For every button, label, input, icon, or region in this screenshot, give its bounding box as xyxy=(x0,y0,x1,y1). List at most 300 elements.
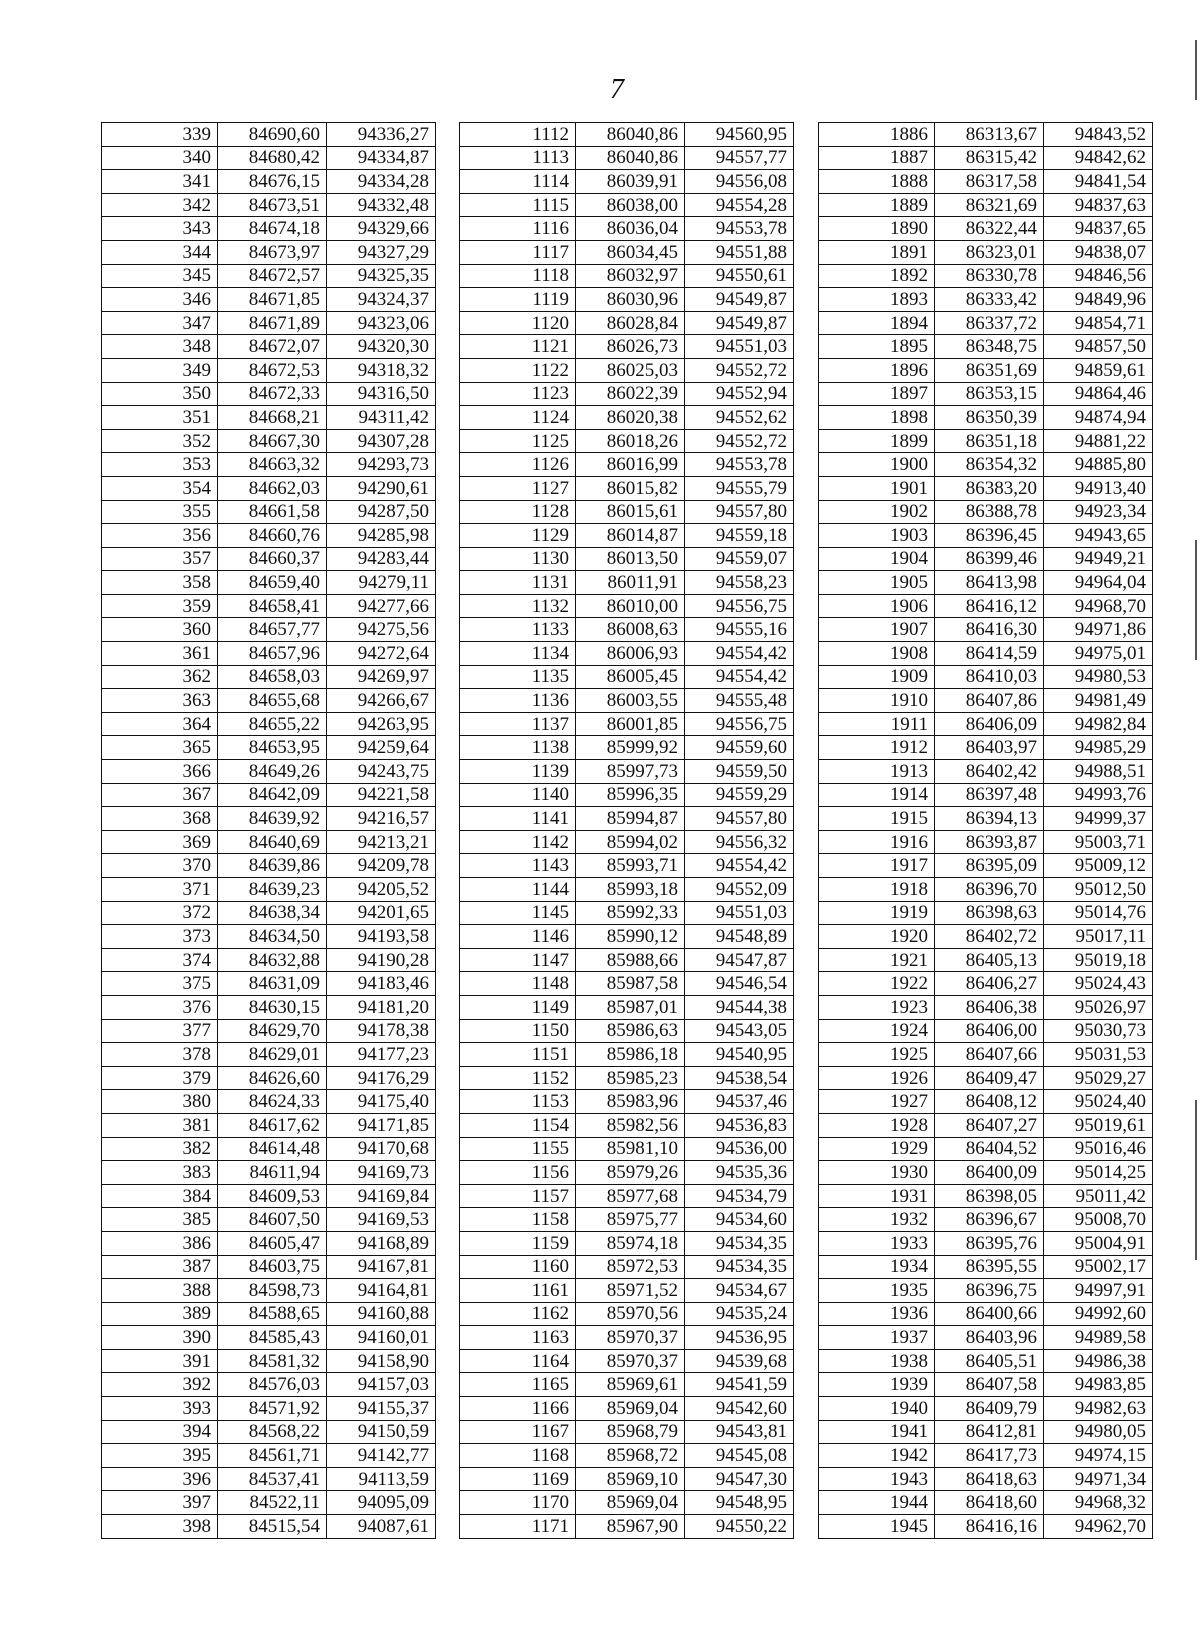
x-coordinate-cell: 84673,97 xyxy=(218,240,327,264)
y-coordinate-cell: 94316,50 xyxy=(327,382,436,406)
x-coordinate-cell: 84639,92 xyxy=(218,807,327,831)
table-row xyxy=(819,476,1153,500)
point-number-cell: 341 xyxy=(102,170,218,194)
point-number-cell: 1120 xyxy=(460,311,576,335)
point-number-cell: 360 xyxy=(102,618,218,642)
table-row xyxy=(102,712,436,736)
x-coordinate-cell: 84585,43 xyxy=(218,1326,327,1350)
y-coordinate-cell: 94324,37 xyxy=(327,288,436,312)
x-coordinate-cell: 86014,87 xyxy=(576,524,685,548)
y-coordinate-cell: 94552,09 xyxy=(685,878,794,902)
table-row xyxy=(460,429,794,453)
table-row xyxy=(819,524,1153,548)
point-number-cell: 1119 xyxy=(460,288,576,312)
y-coordinate-cell: 94216,57 xyxy=(327,807,436,831)
y-coordinate-cell: 94999,37 xyxy=(1044,807,1153,831)
y-coordinate-cell: 94982,63 xyxy=(1044,1397,1153,1421)
point-number-cell: 383 xyxy=(102,1161,218,1185)
point-number-cell: 1132 xyxy=(460,594,576,618)
table-row xyxy=(102,571,436,595)
y-coordinate-cell: 95011,42 xyxy=(1044,1184,1153,1208)
table-row xyxy=(102,1444,436,1468)
table-row xyxy=(819,972,1153,996)
point-number-cell: 344 xyxy=(102,240,218,264)
y-coordinate-cell: 94266,67 xyxy=(327,689,436,713)
y-coordinate-cell: 94554,42 xyxy=(685,665,794,689)
y-coordinate-cell: 94550,22 xyxy=(685,1515,794,1539)
point-number-cell: 1113 xyxy=(460,146,576,170)
x-coordinate-cell: 85999,92 xyxy=(576,736,685,760)
table-row xyxy=(819,240,1153,264)
point-number-cell: 370 xyxy=(102,854,218,878)
x-coordinate-cell: 85967,90 xyxy=(576,1515,685,1539)
point-number-cell: 1167 xyxy=(460,1420,576,1444)
x-coordinate-cell: 86405,51 xyxy=(935,1349,1044,1373)
x-coordinate-cell: 84632,88 xyxy=(218,948,327,972)
point-number-cell: 1143 xyxy=(460,854,576,878)
table-row xyxy=(819,995,1153,1019)
x-coordinate-cell: 86354,32 xyxy=(935,453,1044,477)
table-row xyxy=(460,1279,794,1303)
point-number-cell: 1886 xyxy=(819,123,935,147)
x-coordinate-cell: 84667,30 xyxy=(218,429,327,453)
x-coordinate-cell: 86402,72 xyxy=(935,925,1044,949)
y-coordinate-cell: 94336,27 xyxy=(327,123,436,147)
y-coordinate-cell: 94536,95 xyxy=(685,1326,794,1350)
y-coordinate-cell: 94913,40 xyxy=(1044,476,1153,500)
table-row xyxy=(102,618,436,642)
x-coordinate-cell: 86028,84 xyxy=(576,311,685,335)
point-number-cell: 1928 xyxy=(819,1113,935,1137)
point-number-cell: 379 xyxy=(102,1066,218,1090)
y-coordinate-cell: 94160,88 xyxy=(327,1302,436,1326)
y-coordinate-cell: 94975,01 xyxy=(1044,642,1153,666)
x-coordinate-cell: 84672,57 xyxy=(218,264,327,288)
point-number-cell: 357 xyxy=(102,547,218,571)
point-number-cell: 1898 xyxy=(819,406,935,430)
point-number-cell: 1907 xyxy=(819,618,935,642)
y-coordinate-cell: 94311,42 xyxy=(327,406,436,430)
point-number-cell: 1931 xyxy=(819,1184,935,1208)
point-number-cell: 1924 xyxy=(819,1019,935,1043)
table-row xyxy=(102,830,436,854)
y-coordinate-cell: 94535,24 xyxy=(685,1302,794,1326)
y-coordinate-cell: 94283,44 xyxy=(327,547,436,571)
table-row xyxy=(819,1349,1153,1373)
x-coordinate-cell: 86315,42 xyxy=(935,146,1044,170)
x-coordinate-cell: 86403,97 xyxy=(935,736,1044,760)
table-row xyxy=(819,1279,1153,1303)
table-row xyxy=(819,807,1153,831)
y-coordinate-cell: 94169,73 xyxy=(327,1161,436,1185)
table-row xyxy=(460,1231,794,1255)
point-number-cell: 347 xyxy=(102,311,218,335)
point-number-cell: 1925 xyxy=(819,1043,935,1067)
x-coordinate-cell: 86008,63 xyxy=(576,618,685,642)
y-coordinate-cell: 94557,80 xyxy=(685,500,794,524)
point-number-cell: 387 xyxy=(102,1255,218,1279)
x-coordinate-cell: 86016,99 xyxy=(576,453,685,477)
point-number-cell: 395 xyxy=(102,1444,218,1468)
table-row xyxy=(460,571,794,595)
y-coordinate-cell: 94555,79 xyxy=(685,476,794,500)
y-coordinate-cell: 94556,75 xyxy=(685,712,794,736)
table-row xyxy=(102,665,436,689)
point-number-cell: 1147 xyxy=(460,948,576,972)
point-number-cell: 1161 xyxy=(460,1279,576,1303)
x-coordinate-cell: 86416,16 xyxy=(935,1515,1044,1539)
x-coordinate-cell: 85975,77 xyxy=(576,1208,685,1232)
x-coordinate-cell: 86022,39 xyxy=(576,382,685,406)
table-row xyxy=(819,665,1153,689)
y-coordinate-cell: 95030,73 xyxy=(1044,1019,1153,1043)
x-coordinate-cell: 85983,96 xyxy=(576,1090,685,1114)
x-coordinate-cell: 86416,12 xyxy=(935,594,1044,618)
point-number-cell: 1887 xyxy=(819,146,935,170)
x-coordinate-cell: 84657,96 xyxy=(218,642,327,666)
point-number-cell: 1901 xyxy=(819,476,935,500)
x-coordinate-cell: 85969,04 xyxy=(576,1397,685,1421)
point-number-cell: 1939 xyxy=(819,1373,935,1397)
y-coordinate-cell: 95024,40 xyxy=(1044,1090,1153,1114)
point-number-cell: 1156 xyxy=(460,1161,576,1185)
x-coordinate-cell: 85990,12 xyxy=(576,925,685,949)
x-coordinate-cell: 85987,01 xyxy=(576,995,685,1019)
table-row xyxy=(102,335,436,359)
table-row xyxy=(460,264,794,288)
coordinate-table-2 xyxy=(459,122,794,1539)
y-coordinate-cell: 94177,23 xyxy=(327,1043,436,1067)
table-row xyxy=(102,217,436,241)
y-coordinate-cell: 94543,05 xyxy=(685,1019,794,1043)
x-coordinate-cell: 86001,85 xyxy=(576,712,685,736)
y-coordinate-cell: 94167,81 xyxy=(327,1255,436,1279)
y-coordinate-cell: 95014,25 xyxy=(1044,1161,1153,1185)
point-number-cell: 1944 xyxy=(819,1491,935,1515)
x-coordinate-cell: 84624,33 xyxy=(218,1090,327,1114)
x-coordinate-cell: 86322,44 xyxy=(935,217,1044,241)
table-row xyxy=(102,1043,436,1067)
y-coordinate-cell: 94559,29 xyxy=(685,783,794,807)
point-number-cell: 1139 xyxy=(460,760,576,784)
point-number-cell: 1916 xyxy=(819,830,935,854)
x-coordinate-cell: 85982,56 xyxy=(576,1113,685,1137)
y-coordinate-cell: 94142,77 xyxy=(327,1444,436,1468)
y-coordinate-cell: 94551,03 xyxy=(685,901,794,925)
y-coordinate-cell: 94181,20 xyxy=(327,995,436,1019)
y-coordinate-cell: 94560,95 xyxy=(685,123,794,147)
table-row xyxy=(460,547,794,571)
scan-edge-mark xyxy=(1195,540,1197,660)
x-coordinate-cell: 86040,86 xyxy=(576,146,685,170)
x-coordinate-cell: 86026,73 xyxy=(576,335,685,359)
x-coordinate-cell: 86399,46 xyxy=(935,547,1044,571)
y-coordinate-cell: 94158,90 xyxy=(327,1349,436,1373)
point-number-cell: 382 xyxy=(102,1137,218,1161)
table-row xyxy=(102,1491,436,1515)
point-number-cell: 1171 xyxy=(460,1515,576,1539)
x-coordinate-cell: 86351,18 xyxy=(935,429,1044,453)
table-row xyxy=(460,1491,794,1515)
y-coordinate-cell: 94542,60 xyxy=(685,1397,794,1421)
x-coordinate-cell: 86020,38 xyxy=(576,406,685,430)
y-coordinate-cell: 94857,50 xyxy=(1044,335,1153,359)
table-row xyxy=(102,760,436,784)
point-number-cell: 381 xyxy=(102,1113,218,1137)
table-row xyxy=(102,1420,436,1444)
table-row xyxy=(460,1373,794,1397)
x-coordinate-cell: 86337,72 xyxy=(935,311,1044,335)
x-coordinate-cell: 86018,26 xyxy=(576,429,685,453)
y-coordinate-cell: 94169,84 xyxy=(327,1184,436,1208)
x-coordinate-cell: 86409,79 xyxy=(935,1397,1044,1421)
point-number-cell: 1917 xyxy=(819,854,935,878)
table-row xyxy=(819,1444,1153,1468)
point-number-cell: 1919 xyxy=(819,901,935,925)
table-row xyxy=(460,123,794,147)
point-number-cell: 1137 xyxy=(460,712,576,736)
y-coordinate-cell: 94552,72 xyxy=(685,358,794,382)
table-row xyxy=(460,1043,794,1067)
y-coordinate-cell: 94183,46 xyxy=(327,972,436,996)
x-coordinate-cell: 84515,54 xyxy=(218,1515,327,1539)
y-coordinate-cell: 95008,70 xyxy=(1044,1208,1153,1232)
x-coordinate-cell: 84674,18 xyxy=(218,217,327,241)
point-number-cell: 1940 xyxy=(819,1397,935,1421)
x-coordinate-cell: 86330,78 xyxy=(935,264,1044,288)
table-row xyxy=(819,1231,1153,1255)
table-row xyxy=(460,500,794,524)
point-number-cell: 1124 xyxy=(460,406,576,430)
x-coordinate-cell: 86038,00 xyxy=(576,193,685,217)
point-number-cell: 1930 xyxy=(819,1161,935,1185)
y-coordinate-cell: 95017,11 xyxy=(1044,925,1153,949)
y-coordinate-cell: 94318,32 xyxy=(327,358,436,382)
table-row xyxy=(102,500,436,524)
table-row xyxy=(819,1515,1153,1539)
point-number-cell: 1911 xyxy=(819,712,935,736)
table-row xyxy=(460,830,794,854)
y-coordinate-cell: 94552,62 xyxy=(685,406,794,430)
x-coordinate-cell: 86011,91 xyxy=(576,571,685,595)
table-row xyxy=(460,642,794,666)
point-number-cell: 1136 xyxy=(460,689,576,713)
point-number-cell: 1125 xyxy=(460,429,576,453)
table-row xyxy=(460,146,794,170)
point-number-cell: 350 xyxy=(102,382,218,406)
table-row xyxy=(460,1255,794,1279)
table-row xyxy=(460,288,794,312)
table-row xyxy=(460,689,794,713)
table-row xyxy=(102,878,436,902)
table-row xyxy=(460,1090,794,1114)
y-coordinate-cell: 94160,01 xyxy=(327,1326,436,1350)
x-coordinate-cell: 84655,68 xyxy=(218,689,327,713)
x-coordinate-cell: 86418,60 xyxy=(935,1491,1044,1515)
y-coordinate-cell: 94980,05 xyxy=(1044,1420,1153,1444)
table-row xyxy=(460,1113,794,1137)
y-coordinate-cell: 94557,77 xyxy=(685,146,794,170)
table-row xyxy=(102,807,436,831)
y-coordinate-cell: 94874,94 xyxy=(1044,406,1153,430)
x-coordinate-cell: 85971,52 xyxy=(576,1279,685,1303)
table-row xyxy=(819,429,1153,453)
y-coordinate-cell: 94841,54 xyxy=(1044,170,1153,194)
x-coordinate-cell: 84653,95 xyxy=(218,736,327,760)
table-row xyxy=(460,807,794,831)
x-coordinate-cell: 84611,94 xyxy=(218,1161,327,1185)
table-row xyxy=(102,1373,436,1397)
y-coordinate-cell: 94981,49 xyxy=(1044,689,1153,713)
point-number-cell: 396 xyxy=(102,1467,218,1491)
y-coordinate-cell: 94881,22 xyxy=(1044,429,1153,453)
x-coordinate-cell: 84658,03 xyxy=(218,665,327,689)
x-coordinate-cell: 84639,86 xyxy=(218,854,327,878)
table-row xyxy=(102,524,436,548)
x-coordinate-cell: 86406,27 xyxy=(935,972,1044,996)
y-coordinate-cell: 94157,03 xyxy=(327,1373,436,1397)
table-row xyxy=(102,406,436,430)
point-number-cell: 385 xyxy=(102,1208,218,1232)
y-coordinate-cell: 94272,64 xyxy=(327,642,436,666)
y-coordinate-cell: 94307,28 xyxy=(327,429,436,453)
table-row xyxy=(460,854,794,878)
x-coordinate-cell: 86396,67 xyxy=(935,1208,1044,1232)
point-number-cell: 366 xyxy=(102,760,218,784)
y-coordinate-cell: 94949,21 xyxy=(1044,547,1153,571)
x-coordinate-cell: 84576,03 xyxy=(218,1373,327,1397)
x-coordinate-cell: 84660,76 xyxy=(218,524,327,548)
x-coordinate-cell: 86333,42 xyxy=(935,288,1044,312)
x-coordinate-cell: 84629,70 xyxy=(218,1019,327,1043)
y-coordinate-cell: 94548,95 xyxy=(685,1491,794,1515)
x-coordinate-cell: 86402,42 xyxy=(935,760,1044,784)
point-number-cell: 1891 xyxy=(819,240,935,264)
point-number-cell: 1130 xyxy=(460,547,576,571)
x-coordinate-cell: 86417,73 xyxy=(935,1444,1044,1468)
x-coordinate-cell: 86005,45 xyxy=(576,665,685,689)
point-number-cell: 363 xyxy=(102,689,218,713)
x-coordinate-cell: 84673,51 xyxy=(218,193,327,217)
x-coordinate-cell: 84639,23 xyxy=(218,878,327,902)
table-row xyxy=(460,1066,794,1090)
y-coordinate-cell: 95004,91 xyxy=(1044,1231,1153,1255)
table-row xyxy=(460,170,794,194)
y-coordinate-cell: 94293,73 xyxy=(327,453,436,477)
x-coordinate-cell: 85979,26 xyxy=(576,1161,685,1185)
x-coordinate-cell: 84581,32 xyxy=(218,1349,327,1373)
point-number-cell: 1943 xyxy=(819,1467,935,1491)
point-number-cell: 340 xyxy=(102,146,218,170)
table-row xyxy=(102,689,436,713)
table-row xyxy=(460,878,794,902)
y-coordinate-cell: 94175,40 xyxy=(327,1090,436,1114)
x-coordinate-cell: 86404,52 xyxy=(935,1137,1044,1161)
point-number-cell: 1112 xyxy=(460,123,576,147)
point-number-cell: 1890 xyxy=(819,217,935,241)
point-number-cell: 1932 xyxy=(819,1208,935,1232)
table-row xyxy=(102,594,436,618)
table-row xyxy=(102,1113,436,1137)
table-row xyxy=(819,406,1153,430)
x-coordinate-cell: 86407,86 xyxy=(935,689,1044,713)
table-row xyxy=(102,1349,436,1373)
x-coordinate-cell: 85988,66 xyxy=(576,948,685,972)
table-row xyxy=(819,1113,1153,1137)
y-coordinate-cell: 94269,97 xyxy=(327,665,436,689)
x-coordinate-cell: 86407,66 xyxy=(935,1043,1044,1067)
y-coordinate-cell: 94842,62 xyxy=(1044,146,1153,170)
x-coordinate-cell: 86406,00 xyxy=(935,1019,1044,1043)
y-coordinate-cell: 94557,80 xyxy=(685,807,794,831)
x-coordinate-cell: 85970,37 xyxy=(576,1326,685,1350)
point-number-cell: 1892 xyxy=(819,264,935,288)
point-number-cell: 1937 xyxy=(819,1326,935,1350)
y-coordinate-cell: 94538,54 xyxy=(685,1066,794,1090)
y-coordinate-cell: 94164,81 xyxy=(327,1279,436,1303)
y-coordinate-cell: 94536,00 xyxy=(685,1137,794,1161)
point-number-cell: 1912 xyxy=(819,736,935,760)
x-coordinate-cell: 86003,55 xyxy=(576,689,685,713)
y-coordinate-cell: 94334,28 xyxy=(327,170,436,194)
y-coordinate-cell: 95026,97 xyxy=(1044,995,1153,1019)
y-coordinate-cell: 94986,38 xyxy=(1044,1349,1153,1373)
point-number-cell: 1162 xyxy=(460,1302,576,1326)
point-number-cell: 1135 xyxy=(460,665,576,689)
table-row xyxy=(819,453,1153,477)
x-coordinate-cell: 86395,55 xyxy=(935,1255,1044,1279)
point-number-cell: 1894 xyxy=(819,311,935,335)
y-coordinate-cell: 94201,65 xyxy=(327,901,436,925)
point-number-cell: 1902 xyxy=(819,500,935,524)
x-coordinate-cell: 84537,41 xyxy=(218,1467,327,1491)
point-number-cell: 393 xyxy=(102,1397,218,1421)
y-coordinate-cell: 94556,75 xyxy=(685,594,794,618)
y-coordinate-cell: 95009,12 xyxy=(1044,854,1153,878)
point-number-cell: 339 xyxy=(102,123,218,147)
x-coordinate-cell: 84642,09 xyxy=(218,783,327,807)
y-coordinate-cell: 94155,37 xyxy=(327,1397,436,1421)
x-coordinate-cell: 86410,03 xyxy=(935,665,1044,689)
y-coordinate-cell: 94178,38 xyxy=(327,1019,436,1043)
x-coordinate-cell: 84671,89 xyxy=(218,311,327,335)
x-coordinate-cell: 86418,63 xyxy=(935,1467,1044,1491)
x-coordinate-cell: 86400,66 xyxy=(935,1302,1044,1326)
table-row xyxy=(819,1184,1153,1208)
point-number-cell: 1908 xyxy=(819,642,935,666)
point-number-cell: 1121 xyxy=(460,335,576,359)
x-coordinate-cell: 85987,58 xyxy=(576,972,685,996)
point-number-cell: 1145 xyxy=(460,901,576,925)
x-coordinate-cell: 85974,18 xyxy=(576,1231,685,1255)
table-row xyxy=(460,1349,794,1373)
point-number-cell: 364 xyxy=(102,712,218,736)
y-coordinate-cell: 94971,86 xyxy=(1044,618,1153,642)
point-number-cell: 1166 xyxy=(460,1397,576,1421)
point-number-cell: 1923 xyxy=(819,995,935,1019)
x-coordinate-cell: 84609,53 xyxy=(218,1184,327,1208)
table-row xyxy=(102,311,436,335)
y-coordinate-cell: 94209,78 xyxy=(327,854,436,878)
y-coordinate-cell: 94552,72 xyxy=(685,429,794,453)
y-coordinate-cell: 94334,87 xyxy=(327,146,436,170)
x-coordinate-cell: 86034,45 xyxy=(576,240,685,264)
table-row xyxy=(460,1019,794,1043)
coordinate-table-1 xyxy=(101,122,436,1539)
x-coordinate-cell: 86013,50 xyxy=(576,547,685,571)
point-number-cell: 380 xyxy=(102,1090,218,1114)
scan-edge-mark xyxy=(1195,1100,1197,1260)
